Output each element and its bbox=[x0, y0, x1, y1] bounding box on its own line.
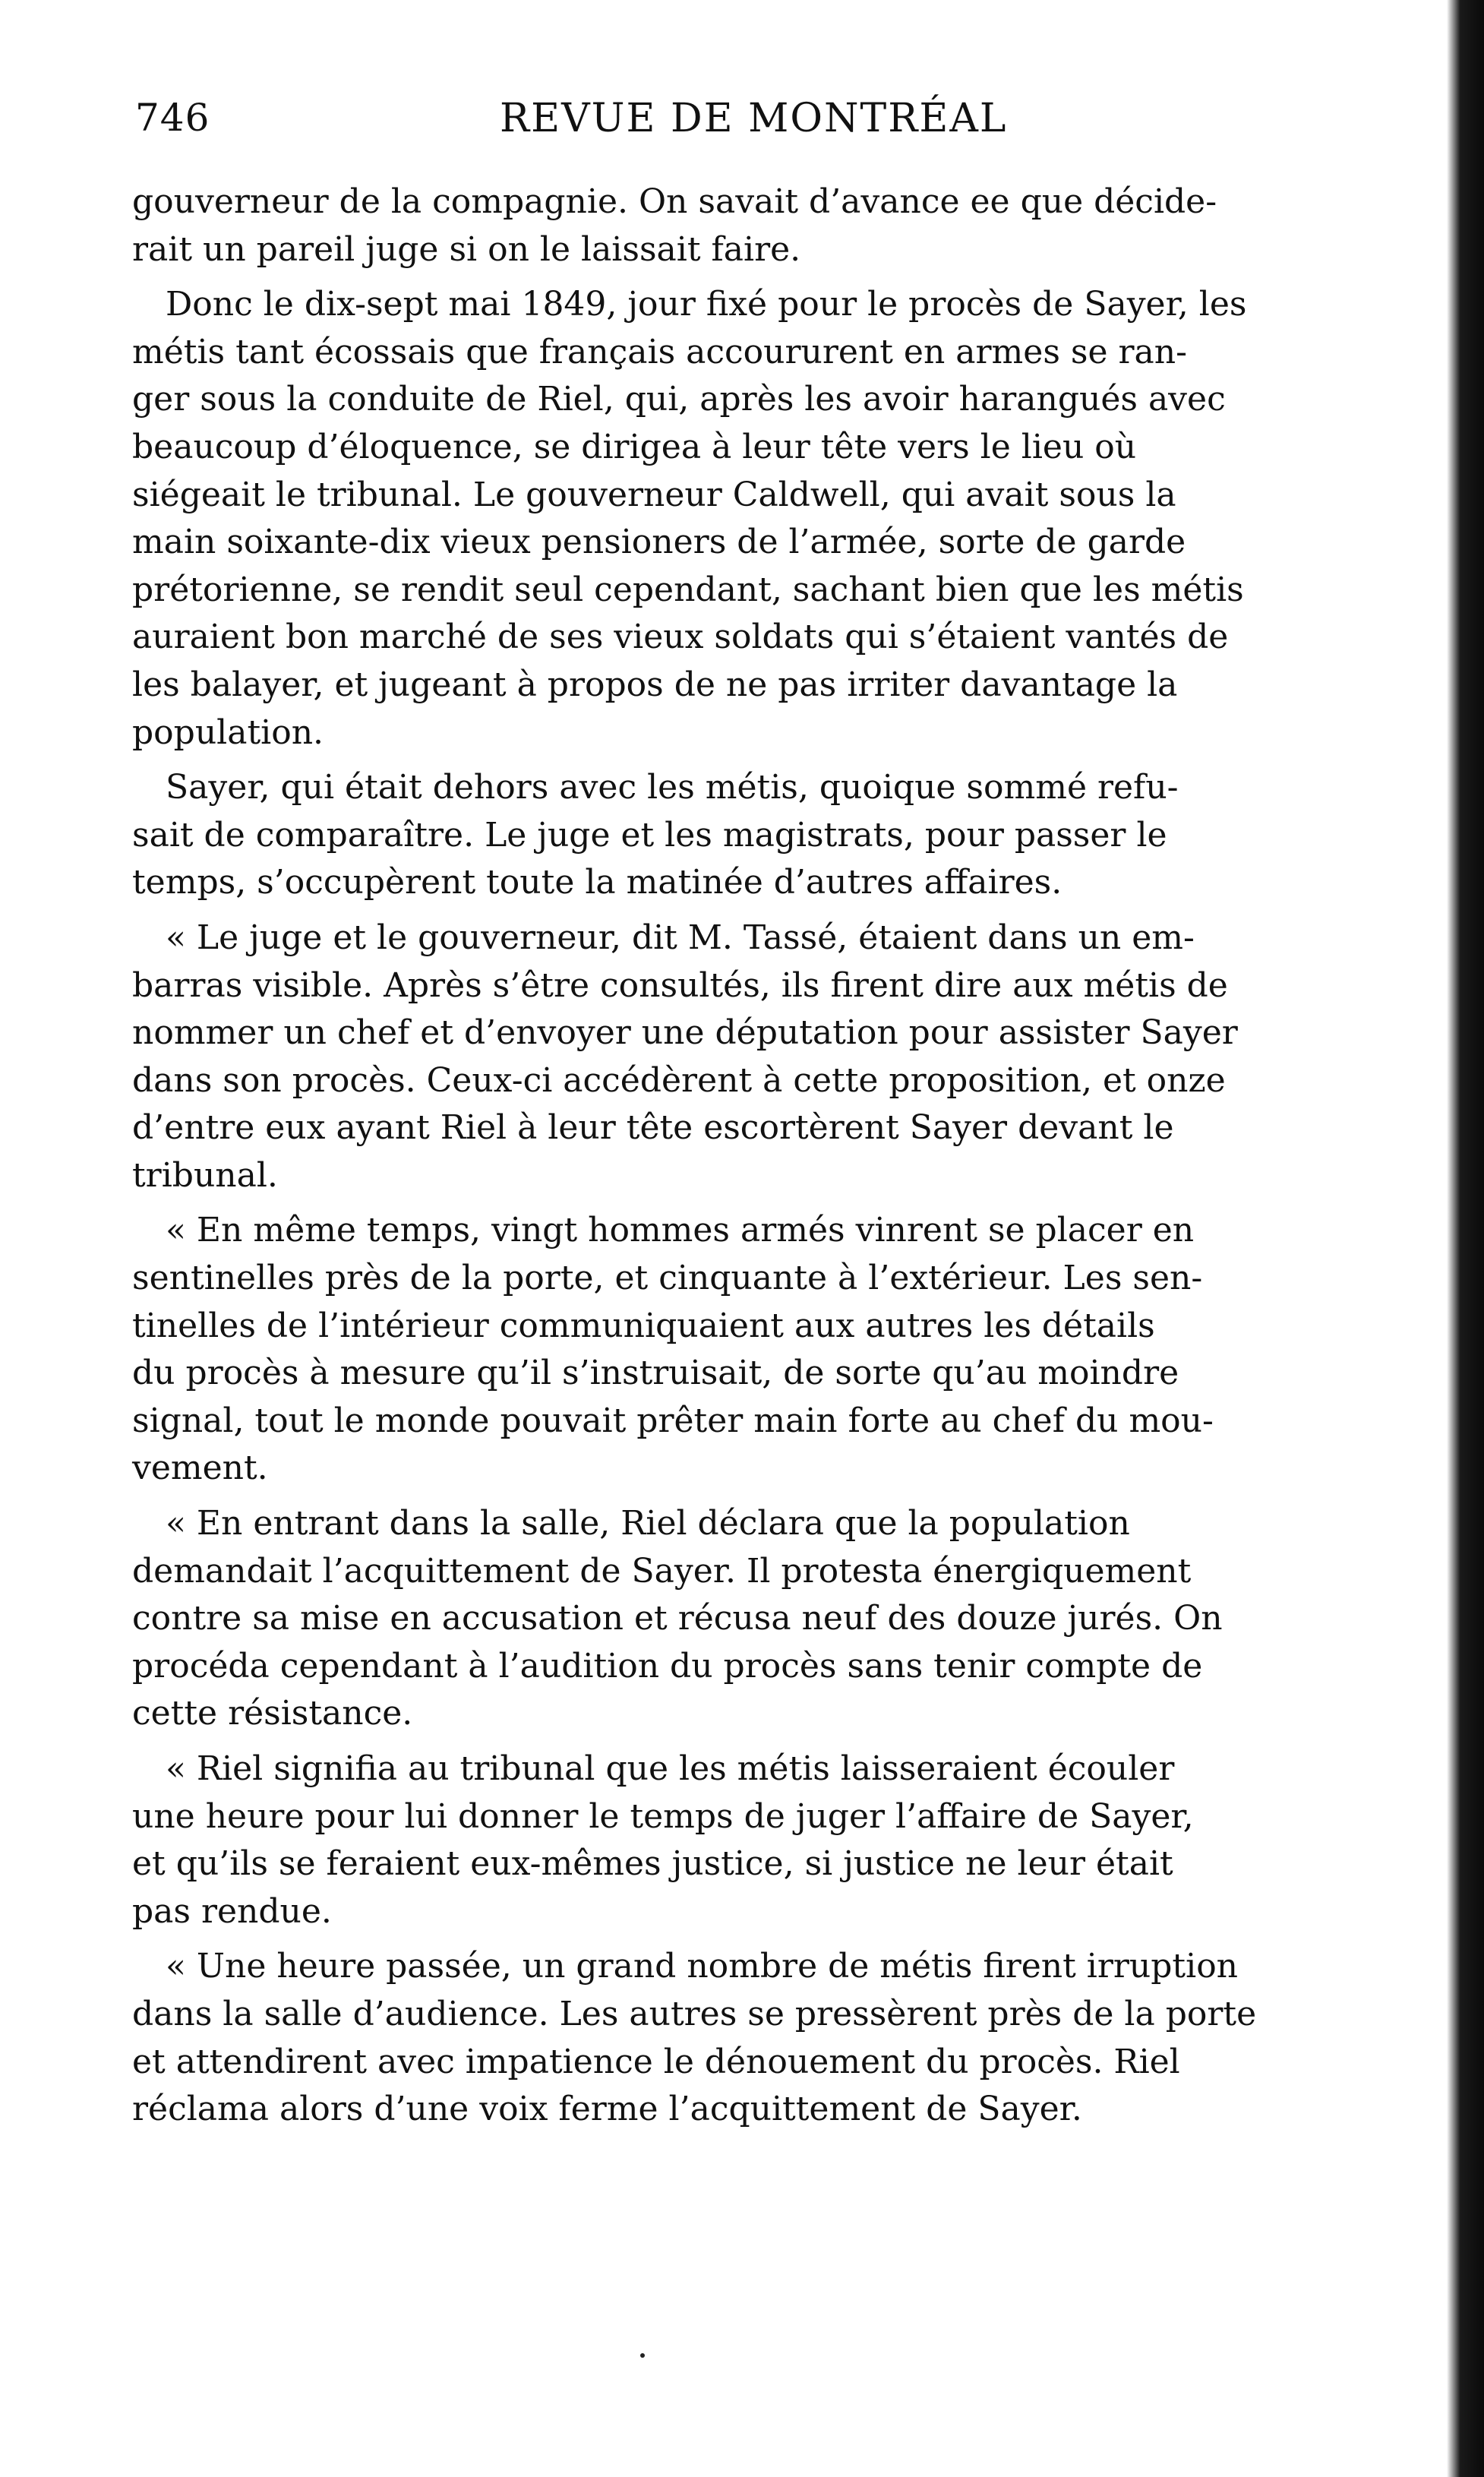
ink-speck bbox=[640, 2353, 645, 2358]
binding-edge bbox=[1431, 0, 1484, 2477]
running-head bbox=[135, 96, 1315, 156]
paragraph: « Le juge et le gouverneur, dit M. Tassé, étaient dans un em- barras visible. Après s’être consultés, ils firent dire aux métis de nommer un chef et d’envoyer une députation pour assister Sayer dans son procès. Ceux-ci accédèrent à cette proposition, et onze d’entre eux ayant Riel à leur tête escortèrent Sayer devant le tribunal. bbox=[132, 918, 1238, 1195]
paragraph: Donc le dix-sept mai 1849, jour fixé pour le procès de Sayer, les métis tant écossais que français accoururent en armes se ran- ger sous la conduite de Riel, qui, après les avoir harangués avec beaucoup d’éloquence, se dirigea à leur tête vers le lieu où siégeait le tribunal. Le gouverneur Caldwell, qui avait sous la main soixante-dix vieux pensioners de l’armée, sorte de garde prétorienne, se rendit seul cependant, sachant bien que les métis auraient bon marché de ses vieux soldats qui s’étaient vantés de les balayer, et jugeant à propos de ne pas irriter davantage la population. bbox=[132, 285, 1247, 752]
paragraph: Sayer, qui était dehors avec les métis, quoique sommé refu- sait de comparaître. Le juge et les magistrats, pour passer le temps, s’occupèrent toute la matinée d’autres affaires. bbox=[132, 768, 1179, 902]
body-text bbox=[132, 179, 1317, 2141]
paragraph: « En même temps, vingt hommes armés vinrent se placer en sentinelles près de la porte, et cinquante à l’extérieur. Les sen- tinelles de l’intérieur communiquaient aux autres les détails du procès à mesure qu’il s’instruisait, de sorte qu’au moindre signal, tout le monde pouvait prêter main forte au chef du mou- vement. bbox=[132, 1211, 1214, 1488]
paragraph: « Une heure passée, un grand nombre de métis firent irruption dans la salle d’audience. Les autres se pressèrent près de la porte et attendirent avec impatience le dénouement du procès. Riel réclama alors d’une voix ferme l’acquittement de Sayer. bbox=[132, 1947, 1257, 2129]
paragraph: « En entrant dans la salle, Riel déclara que la population demandait l’acquittement de Sayer. Il protesta énergiquement contre sa mise en accusation et récusa neuf des douze jurés. On procéda cependant à l’audition du procès sans tenir compte de cette résistance. bbox=[132, 1504, 1223, 1733]
page-number: 746 bbox=[135, 96, 210, 140]
paragraph: « Riel signifia au tribunal que les métis laisseraient écouler une heure pour lui donner le temps de juger l’affaire de Sayer, et qu’ils se feraient eux-mêmes justice, si justice ne leur était pas rendue. bbox=[132, 1749, 1194, 1931]
running-title: REVUE DE MONTRÉAL bbox=[500, 96, 1008, 141]
paragraph: gouverneur de la compagnie. On savait d’avance ee que décide- rait un pareil juge si on le laissait faire. bbox=[132, 182, 1217, 269]
